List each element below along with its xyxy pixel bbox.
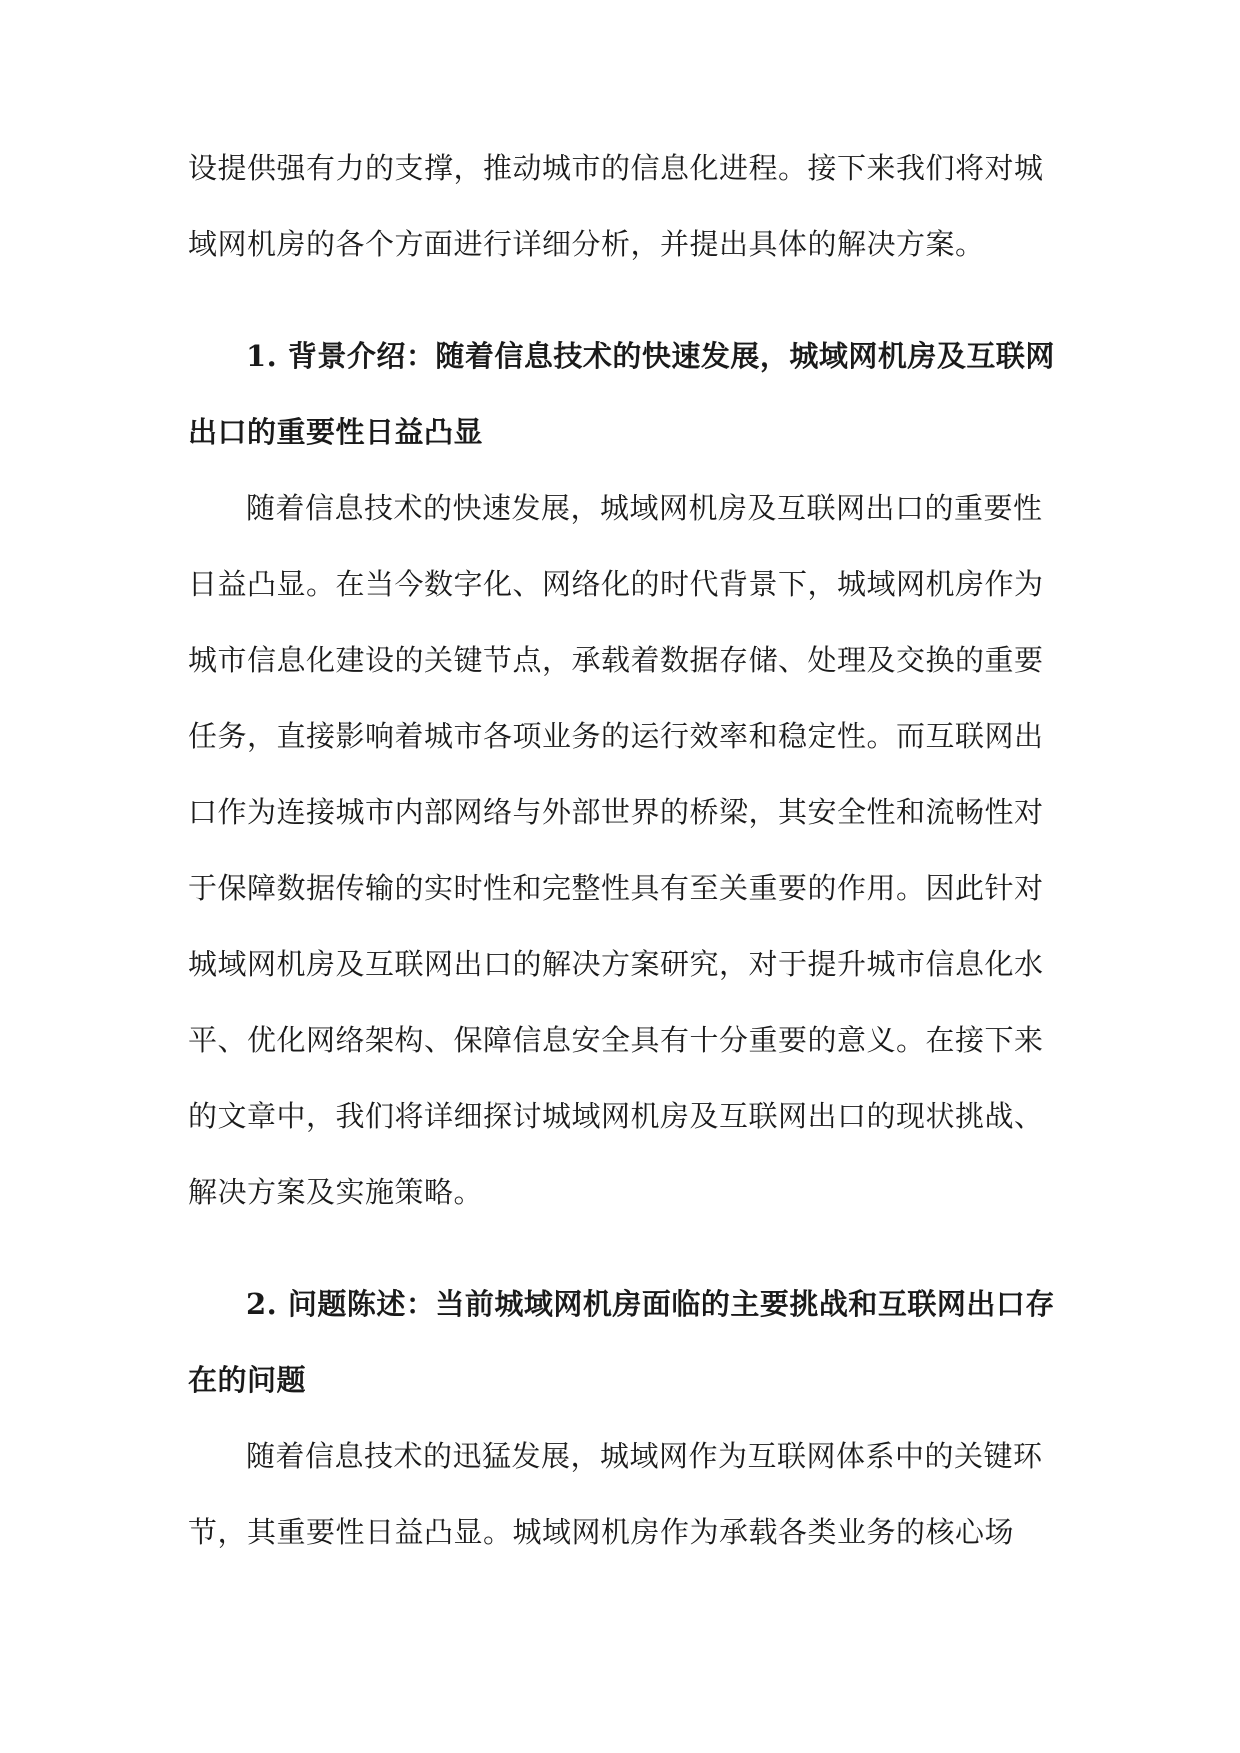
paragraph-line: 城市信息化建设的关键节点，承载着数据存储、处理及交换的重要 (188, 643, 1044, 677)
paragraph-line: 口作为连接城市内部网络与外部世界的桥梁，其安全性和流畅性对 (188, 795, 1044, 829)
paragraph-line: 解决方案及实施策略。 (188, 1175, 484, 1209)
paragraph-line: 日益凸显。在当今数字化、网络化的时代背景下，城域网机房作为 (188, 567, 1044, 601)
section-1-heading (188, 318, 1058, 470)
document-content (188, 130, 1058, 1570)
paragraph-line: 于保障数据传输的实时性和完整性具有至关重要的作用。因此针对 (188, 871, 1044, 905)
paragraph-line: 设提供强有力的支撑，推动城市的信息化进程。接下来我们将对城 (188, 151, 1044, 185)
paragraph-line: 节，其重要性日益凸显。城域网机房作为承载各类业务的核心场 (188, 1515, 1015, 1549)
intro-paragraph (188, 130, 1058, 282)
paragraph-line: 域网机房的各个方面进行详细分析，并提出具体的解决方案。 (188, 227, 985, 261)
paragraph-line: 的文章中，我们将详细探讨城域网机房及互联网出口的现状挑战、 (188, 1099, 1044, 1133)
paragraph-line: 随着信息技术的迅猛发展，城域网作为互联网体系中的关键环 (246, 1439, 1043, 1473)
paragraph-line: 城域网机房及互联网出口的解决方案研究，对于提升城市信息化水 (188, 947, 1044, 981)
section-2-paragraph (188, 1418, 1058, 1570)
section-2-heading (188, 1266, 1058, 1418)
heading-line: 1. 背景介绍：随着信息技术的快速发展，城域网机房及互联网 (246, 339, 1055, 373)
paragraph-gap (188, 282, 1058, 318)
heading-line: 出口的重要性日益凸显 (188, 415, 484, 449)
heading-line: 2. 问题陈述：当前城域网机房面临的主要挑战和互联网出口存 (246, 1287, 1055, 1321)
paragraph-line: 平、优化网络架构、保障信息安全具有十分重要的意义。在接下来 (188, 1023, 1044, 1057)
section-1-paragraph (188, 470, 1058, 1230)
heading-line: 在的问题 (188, 1363, 307, 1397)
paragraph-gap (188, 1230, 1058, 1266)
paragraph-line: 任务，直接影响着城市各项业务的运行效率和稳定性。而互联网出 (188, 719, 1044, 753)
paragraph-line: 随着信息技术的快速发展，城域网机房及互联网出口的重要性 (246, 491, 1043, 525)
